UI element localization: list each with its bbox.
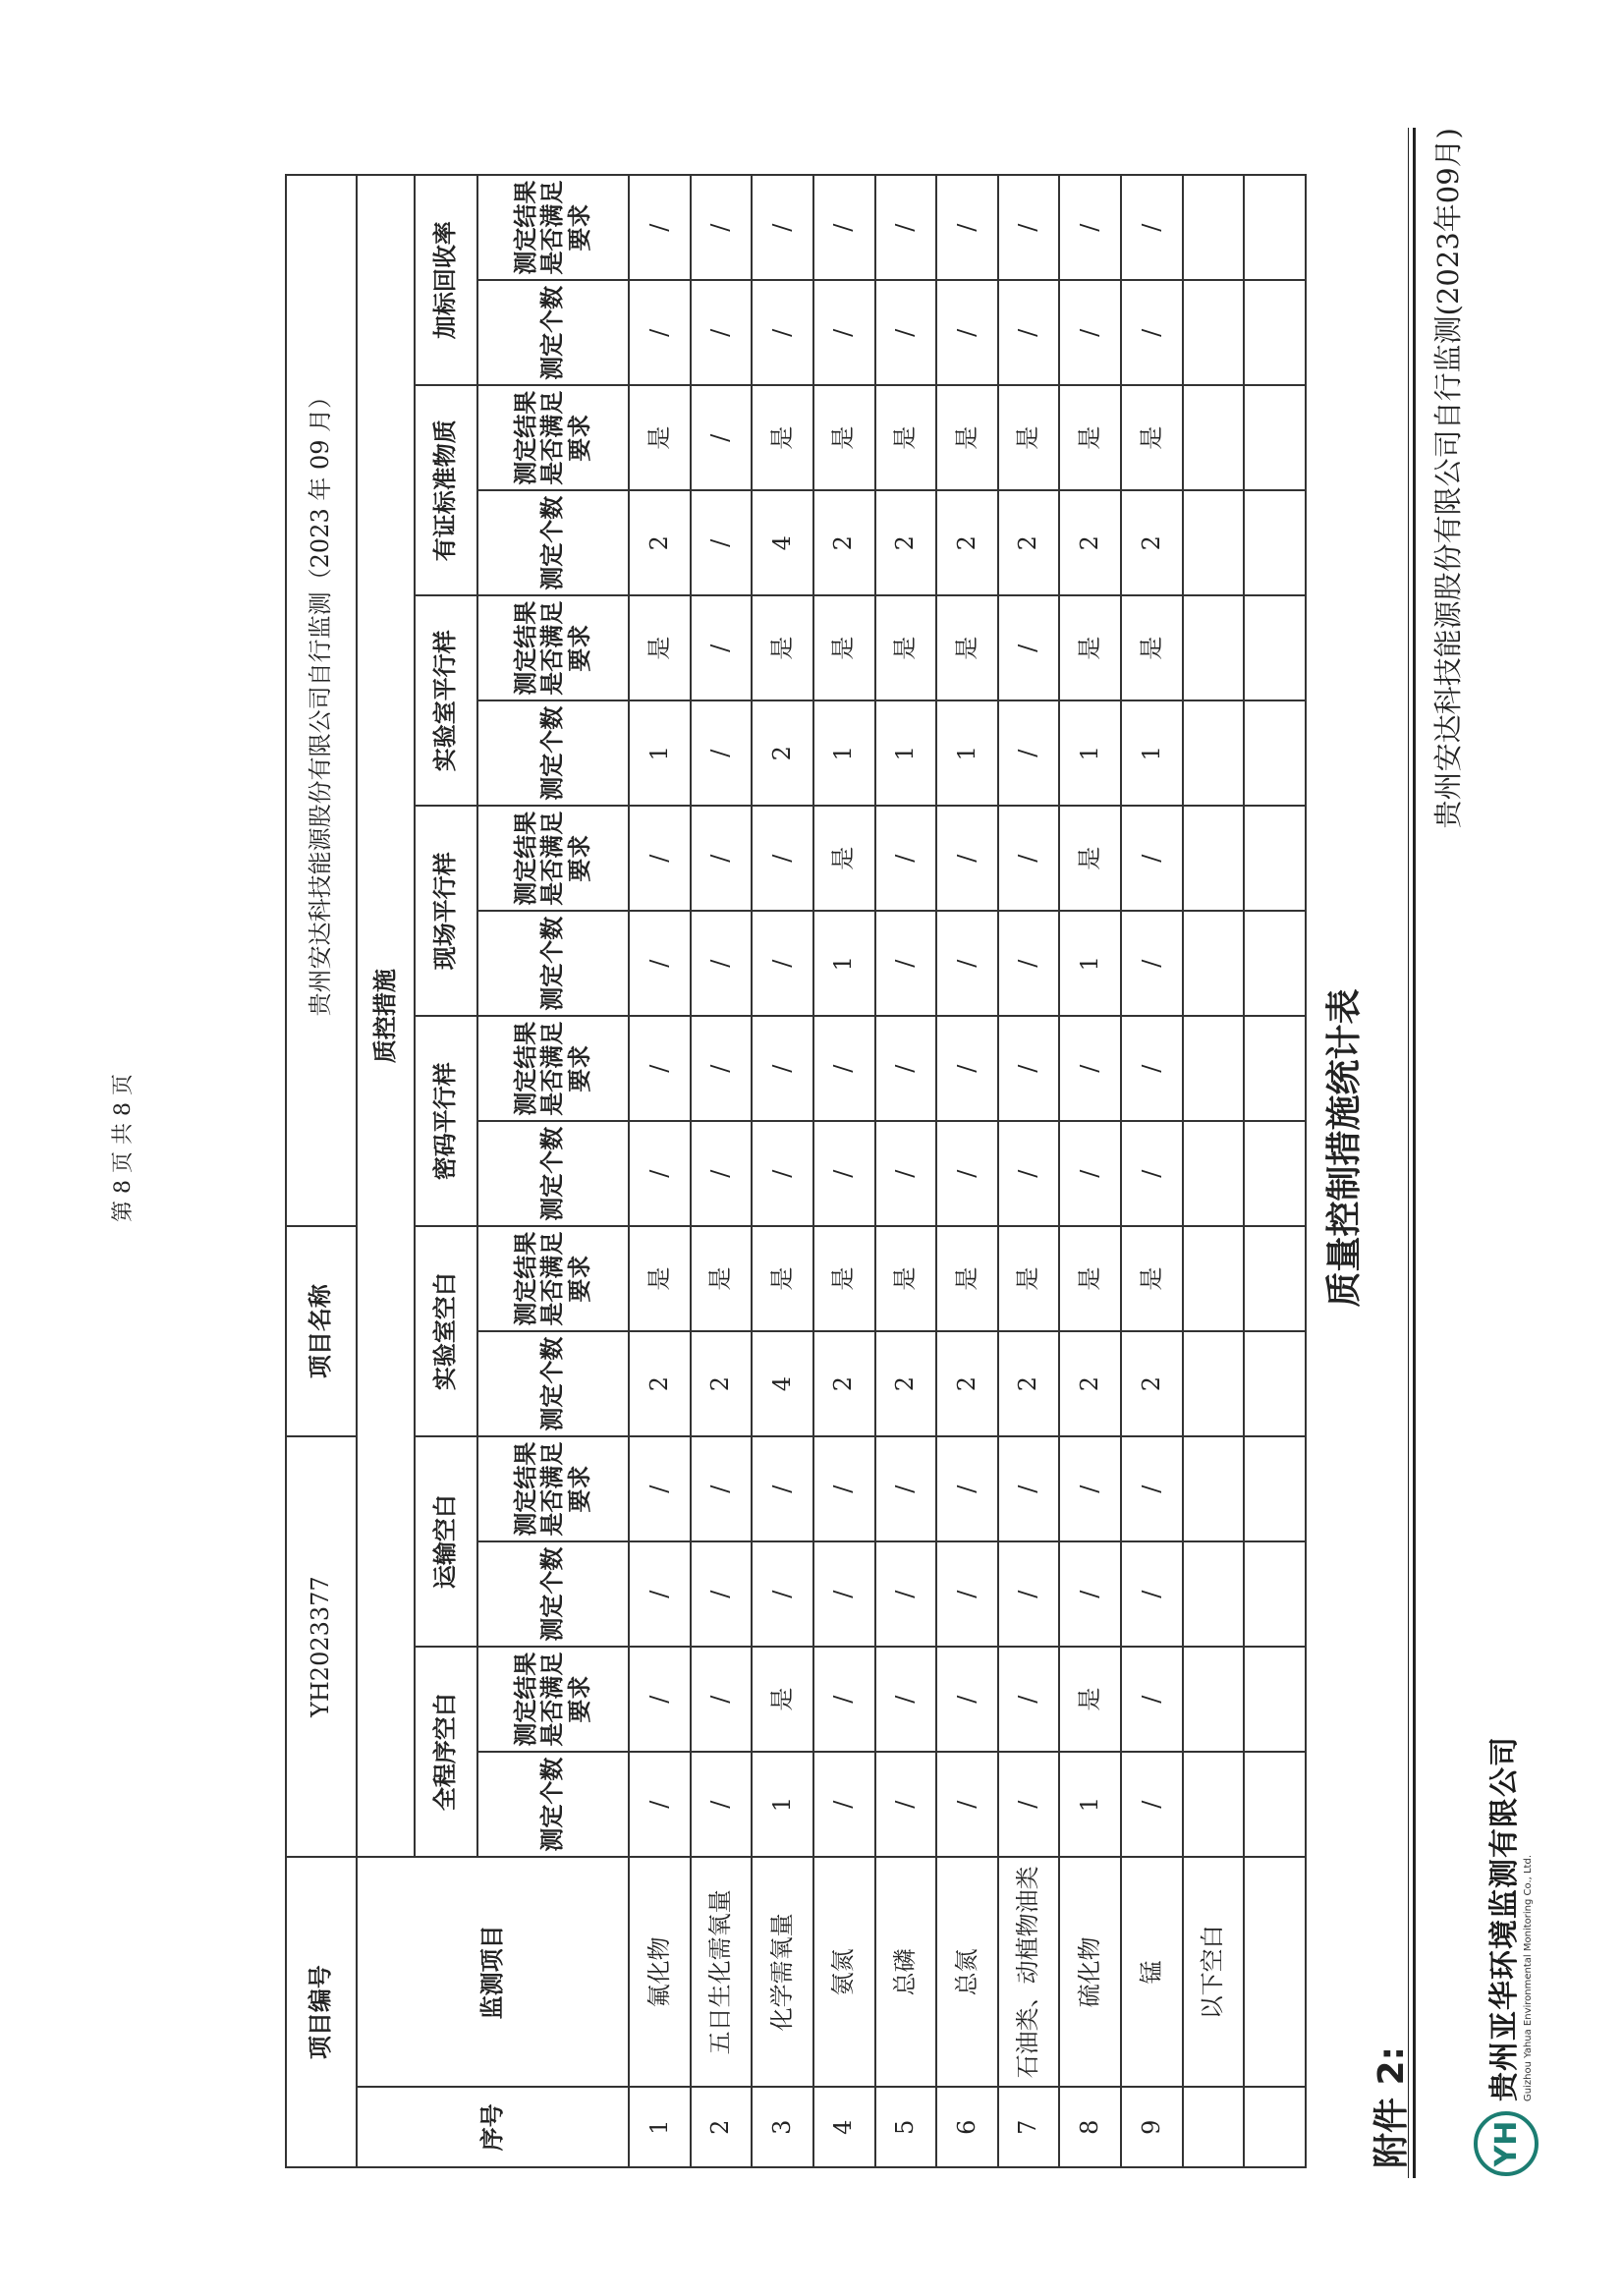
pass-cell: 是 [629, 385, 691, 490]
table-row [1183, 175, 1245, 2167]
header-company-title: 贵州安达科技能源股份有限公司自行监测(2023年09月) [1431, 128, 1465, 829]
count-cell [1244, 490, 1306, 595]
pass-cell: 是 [998, 385, 1060, 490]
item-cell: 锰 [1121, 1857, 1183, 2087]
project-name-label: 项目名称 [286, 1226, 357, 1436]
qc-group-header: 有证标准物质 [415, 385, 477, 595]
pass-cell: / [1121, 175, 1183, 280]
item-cell: 氟化物 [629, 1857, 691, 2087]
count-cell: 2 [875, 1331, 937, 1436]
pass-cell: / [998, 175, 1060, 280]
pass-cell: / [875, 1436, 937, 1541]
qc-measures-header: 质控措施 [357, 175, 416, 1857]
item-cell: 五日生化需氧量 [691, 1857, 753, 2087]
pass-cell [1183, 175, 1245, 280]
count-cell: / [813, 1121, 875, 1226]
count-cell: / [1059, 280, 1121, 385]
count-label: 测定个数 [477, 1121, 629, 1226]
count-cell: 2 [936, 1331, 998, 1436]
count-cell: 2 [936, 490, 998, 595]
count-label: 测定个数 [477, 490, 629, 595]
table-row [998, 175, 1060, 2167]
table-row [813, 175, 875, 2167]
pass-cell: 是 [752, 385, 813, 490]
item-header: 监测项目 [357, 1857, 629, 2087]
count-cell: 1 [629, 700, 691, 806]
pass-cell [1244, 175, 1306, 280]
qc-group-header: 实验室空白 [415, 1226, 477, 1436]
count-cell: / [629, 1752, 691, 1857]
count-cell: 1 [813, 700, 875, 806]
pass-cell: 是 [1059, 595, 1121, 700]
pass-cell: / [1121, 1016, 1183, 1121]
count-cell [1183, 700, 1245, 806]
count-cell: 2 [813, 490, 875, 595]
pass-cell: 是 [813, 595, 875, 700]
pass-cell: 是 [1059, 1647, 1121, 1752]
seq-header: 序号 [357, 2087, 629, 2167]
count-cell: 1 [752, 1752, 813, 1857]
header-rule [1413, 128, 1416, 2178]
pass-cell: / [629, 1436, 691, 1541]
logo-chinese-name: 贵州亚华环境监测有限公司 [1486, 1736, 1522, 2101]
count-cell [1244, 280, 1306, 385]
pass-cell: 是 [875, 1226, 937, 1331]
count-cell: / [752, 1541, 813, 1647]
count-cell [1183, 1541, 1245, 1647]
pass-label: 测定结果是否满足要求 [477, 1016, 629, 1121]
count-cell [1183, 280, 1245, 385]
pass-cell: / [629, 806, 691, 911]
pass-cell: / [752, 1016, 813, 1121]
count-cell: / [813, 280, 875, 385]
pass-cell: 是 [752, 1226, 813, 1331]
count-cell: / [629, 1541, 691, 1647]
count-cell [1244, 911, 1306, 1016]
pass-cell: / [691, 175, 753, 280]
item-cell: 硫化物 [1059, 1857, 1121, 2087]
table-row [1244, 175, 1306, 2167]
count-label: 测定个数 [477, 1752, 629, 1857]
count-cell [1244, 1121, 1306, 1226]
logo-text [1480, 1736, 1534, 2101]
count-cell [1244, 1541, 1306, 1647]
pass-cell [1244, 806, 1306, 911]
pass-cell: 是 [1121, 385, 1183, 490]
pass-label: 测定结果是否满足要求 [477, 1647, 629, 1752]
seq-cell [1183, 2087, 1245, 2167]
pass-cell [1244, 1647, 1306, 1752]
count-cell: 1 [1121, 700, 1183, 806]
count-cell [1244, 1752, 1306, 1857]
table-row [1121, 175, 1183, 2167]
pass-cell [1244, 595, 1306, 700]
count-cell: / [1121, 911, 1183, 1016]
project-no-label: 项目编号 [286, 1857, 357, 2167]
count-cell: / [998, 1121, 1060, 1226]
pass-label: 测定结果是否满足要求 [477, 385, 629, 490]
count-cell: / [629, 911, 691, 1016]
logo-english-name: Guizhou Yahua Environmental Monitoring Co., Ltd. [1522, 1854, 1534, 2101]
count-cell: / [875, 280, 937, 385]
count-cell [1183, 911, 1245, 1016]
pass-cell: 是 [936, 385, 998, 490]
pass-cell: / [875, 1016, 937, 1121]
count-cell [1183, 1121, 1245, 1226]
count-cell: 2 [813, 1331, 875, 1436]
pass-cell: 是 [691, 1226, 753, 1331]
pass-cell: 是 [813, 1226, 875, 1331]
pass-cell: / [936, 1647, 998, 1752]
count-cell: / [936, 1121, 998, 1226]
pass-cell: 是 [875, 385, 937, 490]
count-cell: / [1121, 1121, 1183, 1226]
item-cell: 以下空白 [1183, 1857, 1245, 2087]
pass-cell: 是 [1121, 1226, 1183, 1331]
count-cell [1183, 490, 1245, 595]
seq-cell: 7 [998, 2087, 1060, 2167]
pass-cell: / [691, 1647, 753, 1752]
count-cell: / [1121, 280, 1183, 385]
pass-cell: / [998, 1436, 1060, 1541]
table-row [752, 175, 813, 2167]
count-cell: 1 [936, 700, 998, 806]
count-cell: / [691, 1752, 753, 1857]
pass-cell: / [629, 1647, 691, 1752]
count-label: 测定个数 [477, 700, 629, 806]
pass-cell: / [936, 175, 998, 280]
pass-cell: / [1059, 175, 1121, 280]
count-cell: / [875, 1541, 937, 1647]
pass-cell: 是 [813, 806, 875, 911]
pass-cell [1183, 1436, 1245, 1541]
pass-cell [1183, 1647, 1245, 1752]
qc-group-header: 密码平行样 [415, 1016, 477, 1226]
item-cell: 总磷 [875, 1857, 937, 2087]
pass-cell [1183, 1016, 1245, 1121]
pass-cell: 是 [1059, 1226, 1121, 1331]
count-label: 测定个数 [477, 1541, 629, 1647]
count-label: 测定个数 [477, 911, 629, 1016]
count-cell: / [936, 280, 998, 385]
pass-cell: 是 [813, 385, 875, 490]
count-cell: 1 [813, 911, 875, 1016]
count-cell: / [752, 1121, 813, 1226]
count-cell: / [629, 280, 691, 385]
pass-cell: / [691, 385, 753, 490]
count-cell: / [1121, 1541, 1183, 1647]
count-cell: / [752, 911, 813, 1016]
pass-cell: / [752, 175, 813, 280]
pass-cell: 是 [752, 595, 813, 700]
count-cell: / [1059, 1121, 1121, 1226]
count-cell [1244, 700, 1306, 806]
count-cell: / [691, 1121, 753, 1226]
qc-group-header: 实验室平行样 [415, 595, 477, 806]
item-cell [1244, 1857, 1306, 2087]
count-cell: 2 [1121, 490, 1183, 595]
count-label: 测定个数 [477, 280, 629, 385]
pass-cell: / [629, 1016, 691, 1121]
pass-cell: 是 [936, 1226, 998, 1331]
pass-cell: / [875, 1647, 937, 1752]
item-cell: 氨氮 [813, 1857, 875, 2087]
count-cell: / [936, 1541, 998, 1647]
pass-cell: 是 [1121, 595, 1183, 700]
pass-cell: / [813, 1647, 875, 1752]
table-row [1059, 175, 1121, 2167]
pass-cell: / [998, 1016, 1060, 1121]
table-row [875, 175, 937, 2167]
pass-cell: / [691, 1436, 753, 1541]
count-cell: / [998, 700, 1060, 806]
header-row-1 [357, 175, 416, 2167]
count-cell: / [629, 1121, 691, 1226]
count-cell: / [875, 1752, 937, 1857]
pass-cell [1183, 1226, 1245, 1331]
count-cell: 4 [752, 1331, 813, 1436]
qc-group-header: 加标回收率 [415, 175, 477, 385]
table-row [691, 175, 753, 2167]
count-cell: / [1121, 1752, 1183, 1857]
count-cell: / [875, 911, 937, 1016]
pass-cell: / [691, 595, 753, 700]
pass-cell: / [691, 806, 753, 911]
qc-statistics-table [285, 174, 1307, 2168]
pass-cell [1244, 1016, 1306, 1121]
pass-cell: / [1059, 1016, 1121, 1121]
qc-group-header: 运输空白 [415, 1436, 477, 1647]
pass-cell: 是 [1059, 806, 1121, 911]
pass-label: 测定结果是否满足要求 [477, 1226, 629, 1331]
count-cell: 2 [691, 1331, 753, 1436]
pass-cell: / [998, 1647, 1060, 1752]
count-cell: 2 [998, 490, 1060, 595]
pass-label: 测定结果是否满足要求 [477, 1436, 629, 1541]
seq-cell [1244, 2087, 1306, 2167]
seq-cell: 1 [629, 2087, 691, 2167]
pass-cell: 是 [936, 595, 998, 700]
pass-cell: 是 [998, 1226, 1060, 1331]
seq-cell: 3 [752, 2087, 813, 2167]
count-cell: 2 [998, 1331, 1060, 1436]
pass-cell: / [629, 175, 691, 280]
pass-cell: / [813, 1436, 875, 1541]
count-cell: / [691, 1541, 753, 1647]
count-cell: / [998, 280, 1060, 385]
pass-cell: / [1121, 806, 1183, 911]
qc-group-header: 全程序空白 [415, 1647, 477, 1857]
count-cell: 2 [752, 700, 813, 806]
pass-cell: / [752, 1436, 813, 1541]
count-cell: 2 [1059, 1331, 1121, 1436]
count-cell: 2 [1121, 1331, 1183, 1436]
pass-cell: 是 [752, 1647, 813, 1752]
pass-cell [1244, 385, 1306, 490]
count-cell: 4 [752, 490, 813, 595]
item-cell: 石油类、动植物油类 [998, 1857, 1060, 2087]
seq-cell: 5 [875, 2087, 937, 2167]
table-row [629, 175, 691, 2167]
count-cell: / [998, 1752, 1060, 1857]
pass-cell [1244, 1436, 1306, 1541]
pass-cell: 是 [629, 1226, 691, 1331]
attachment-label: 附件 2: [1371, 2046, 1412, 2168]
pass-label: 测定结果是否满足要求 [477, 806, 629, 911]
pass-cell: / [813, 175, 875, 280]
pass-label: 测定结果是否满足要求 [477, 595, 629, 700]
count-label: 测定个数 [477, 1331, 629, 1436]
seq-cell: 8 [1059, 2087, 1121, 2167]
pass-cell: / [691, 1016, 753, 1121]
pass-cell: / [936, 806, 998, 911]
count-cell: 1 [1059, 700, 1121, 806]
count-cell: 2 [875, 490, 937, 595]
project-no-value: YH2023377 [286, 1436, 357, 1857]
pass-cell: / [936, 1436, 998, 1541]
count-cell: / [998, 1541, 1060, 1647]
table-row [936, 175, 998, 2167]
pass-cell: / [998, 595, 1060, 700]
pass-cell: / [998, 806, 1060, 911]
count-cell [1183, 1331, 1245, 1436]
count-cell: 1 [875, 700, 937, 806]
count-cell: 1 [1059, 1752, 1121, 1857]
pass-cell: 是 [629, 595, 691, 700]
seq-cell: 6 [936, 2087, 998, 2167]
count-cell [1183, 1752, 1245, 1857]
count-cell: / [875, 1121, 937, 1226]
pass-cell: / [1121, 1436, 1183, 1541]
count-cell [1244, 1331, 1306, 1436]
seq-cell: 2 [691, 2087, 753, 2167]
count-cell: 2 [1059, 490, 1121, 595]
item-cell: 总氮 [936, 1857, 998, 2087]
count-cell: / [752, 280, 813, 385]
count-cell: / [691, 280, 753, 385]
seq-cell: 9 [1121, 2087, 1183, 2167]
count-cell: / [813, 1541, 875, 1647]
pass-cell: / [813, 1016, 875, 1121]
pass-label: 测定结果是否满足要求 [477, 175, 629, 280]
pass-cell [1183, 595, 1245, 700]
count-cell: / [936, 1752, 998, 1857]
count-cell: 2 [629, 1331, 691, 1436]
pass-cell: / [936, 1016, 998, 1121]
pass-cell: / [1121, 1647, 1183, 1752]
pass-cell: 是 [1059, 385, 1121, 490]
count-cell: / [1059, 1541, 1121, 1647]
count-cell: / [691, 490, 753, 595]
page-footer: 第 8 页 共 8 页 [111, 1074, 136, 1222]
count-cell: / [813, 1752, 875, 1857]
company-logo [1474, 1736, 1539, 2176]
project-name-value: 贵州安达科技能源股份有限公司自行监测（2023 年 09 月） [286, 175, 357, 1226]
count-cell: / [936, 911, 998, 1016]
count-cell: 2 [629, 490, 691, 595]
table-title: 质量控制措施统计表 [1324, 988, 1365, 1308]
pass-cell [1183, 385, 1245, 490]
item-cell: 化学需氧量 [752, 1857, 813, 2087]
count-cell: 1 [1059, 911, 1121, 1016]
seq-cell: 4 [813, 2087, 875, 2167]
pass-cell: / [752, 806, 813, 911]
pass-cell [1244, 1226, 1306, 1331]
qc-group-header: 现场平行样 [415, 806, 477, 1016]
pass-cell: / [875, 806, 937, 911]
pass-cell: / [1059, 1436, 1121, 1541]
count-cell: / [998, 911, 1060, 1016]
header-rule-thin [1408, 128, 1409, 2178]
count-cell: / [691, 911, 753, 1016]
count-cell: / [691, 700, 753, 806]
meta-row [286, 175, 357, 2167]
pass-cell: 是 [875, 595, 937, 700]
pass-cell [1183, 806, 1245, 911]
pass-cell: / [875, 175, 937, 280]
logo-mark-icon: YH [1474, 2111, 1539, 2176]
